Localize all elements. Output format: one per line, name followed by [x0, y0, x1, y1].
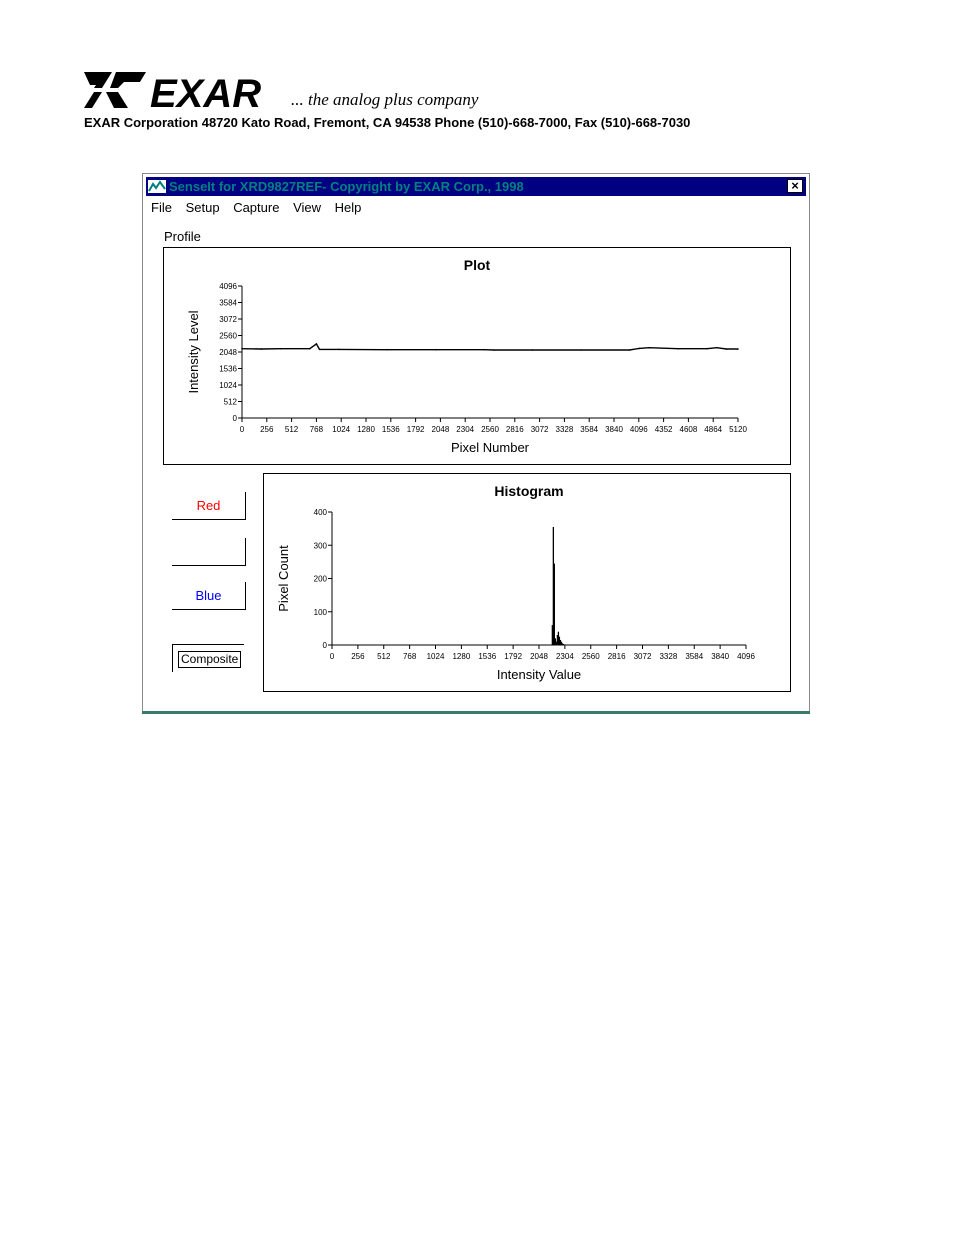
profile-point — [483, 349, 485, 351]
y-tick-label: 2048 — [219, 348, 237, 357]
profile-point — [532, 349, 534, 351]
x-axis-label: Intensity Value — [496, 667, 582, 682]
profile-point — [726, 348, 728, 350]
histogram-panel — [263, 473, 791, 692]
profile-point — [435, 349, 437, 351]
x-tick-label: 3584 — [685, 652, 704, 661]
x-tick-label: 3840 — [711, 652, 730, 661]
profile-label: Profile — [164, 229, 201, 244]
y-axis-label: Pixel Count — [276, 545, 291, 612]
profile-point — [241, 348, 243, 350]
profile-point — [580, 349, 582, 351]
menu-view[interactable]: View — [293, 200, 322, 215]
x-tick-label: 3328 — [659, 652, 678, 661]
profile-point — [493, 349, 495, 351]
profile-point — [261, 348, 263, 350]
y-tick-label: 2560 — [219, 331, 237, 341]
tagline: ... the analog plus company — [291, 90, 479, 109]
x-tick-label: 3072 — [633, 652, 652, 661]
y-tick-label: 1024 — [219, 381, 237, 390]
y-tick-label: 100 — [313, 607, 327, 617]
profile-point — [706, 348, 708, 350]
x-tick-label: 3840 — [605, 425, 623, 434]
composite-button[interactable] — [172, 644, 244, 672]
x-tick-label: 4352 — [654, 425, 673, 434]
close-button[interactable] — [787, 179, 803, 193]
histogram-chart — [264, 474, 790, 691]
menu-setup[interactable]: Setup — [185, 200, 220, 215]
app-icon — [148, 180, 166, 193]
profile-point — [280, 348, 282, 350]
x-tick-label: 2304 — [456, 425, 475, 434]
profile-point — [309, 348, 311, 350]
x-tick-label: 3584 — [580, 425, 599, 434]
menu-file[interactable]: File — [151, 200, 172, 215]
chart-title: Histogram — [494, 483, 564, 499]
chart-title: Plot — [463, 257, 491, 273]
composite-button-label: Composite — [178, 651, 241, 668]
x-tick-label: 4608 — [679, 425, 698, 434]
profile-point — [716, 347, 718, 349]
profile-point — [629, 349, 631, 351]
svg-text:EXAR: EXAR — [150, 72, 262, 116]
x-tick-label: 512 — [284, 425, 299, 434]
profile-point — [338, 349, 340, 351]
x-tick-label: 1024 — [332, 425, 351, 434]
x-tick-label: 0 — [239, 425, 245, 434]
y-tick-label: 3584 — [219, 298, 237, 308]
profile-point — [648, 347, 650, 349]
x-tick-label: 4096 — [629, 425, 648, 434]
y-axis-label: Intensity Level — [186, 310, 201, 394]
profile-point — [737, 348, 739, 350]
menu-capture[interactable]: Capture — [233, 200, 280, 215]
x-tick-label: 5120 — [729, 425, 747, 434]
x-tick-label: 768 — [309, 425, 324, 434]
x-tick-label: 1792 — [504, 652, 523, 661]
y-tick-label: 300 — [313, 541, 327, 551]
profile-line — [242, 344, 738, 350]
x-tick-label: 512 — [377, 652, 391, 661]
x-tick-label: 2048 — [530, 652, 548, 661]
profile-point — [319, 349, 321, 351]
x-tick-label: 256 — [260, 425, 274, 434]
x-tick-label: 1536 — [381, 425, 400, 434]
x-tick-label: 2304 — [555, 652, 574, 661]
x-tick-label: 1792 — [406, 425, 425, 434]
y-tick-label: 3072 — [219, 315, 237, 324]
x-tick-label: 256 — [351, 652, 365, 661]
app-window — [142, 173, 810, 714]
y-tick-label: 512 — [223, 397, 237, 407]
window-title: SenseIt for XRD9827REF- Copyright by EXAR Corp., 1998 — [169, 179, 524, 194]
y-tick-label: 0 — [322, 641, 327, 650]
y-tick-label: 400 — [313, 508, 327, 517]
profile-plot — [164, 248, 790, 464]
profile-point — [677, 348, 679, 350]
red-button[interactable]: Red — [172, 492, 246, 520]
y-tick-label: 4096 — [219, 282, 237, 291]
green-button[interactable] — [172, 538, 246, 566]
x-tick-label: 2048 — [431, 425, 450, 434]
x-tick-label: 3072 — [530, 425, 549, 434]
close-icon: × — [791, 178, 799, 193]
x-tick-label: 768 — [402, 652, 417, 661]
menu-help[interactable]: Help — [334, 200, 362, 215]
x-axis-label: Pixel Number — [450, 440, 530, 455]
menu-bar — [151, 200, 371, 218]
x-tick-label: 2560 — [581, 652, 600, 661]
x-tick-label: 2816 — [505, 425, 524, 434]
x-tick-label: 2560 — [481, 425, 499, 434]
y-tick-label: 1536 — [219, 364, 237, 374]
y-tick-label: 200 — [313, 574, 327, 584]
blue-button[interactable]: Blue — [172, 582, 246, 610]
x-tick-label: 0 — [329, 652, 335, 661]
company-address: EXAR Corporation 48720 Kato Road, Fremont, CA 94538 Phone (510)-668-7000, Fax (510)-668-7030 — [84, 115, 691, 130]
profile-point — [638, 348, 640, 350]
x-tick-label: 3328 — [555, 425, 574, 434]
y-tick-label: 0 — [232, 414, 237, 423]
profile-plot-panel — [163, 247, 791, 465]
x-tick-label: 1024 — [426, 652, 445, 661]
x-tick-label: 1280 — [357, 425, 375, 434]
x-tick-label: 1536 — [478, 652, 497, 661]
x-tick-label: 2816 — [607, 652, 626, 661]
profile-point — [387, 349, 389, 351]
window-bottom-border — [142, 711, 810, 714]
x-tick-label: 1280 — [452, 652, 471, 661]
x-tick-label: 4864 — [704, 425, 723, 434]
title-bar — [146, 177, 806, 196]
profile-point — [316, 343, 318, 345]
x-tick-label: 4096 — [737, 652, 755, 661]
